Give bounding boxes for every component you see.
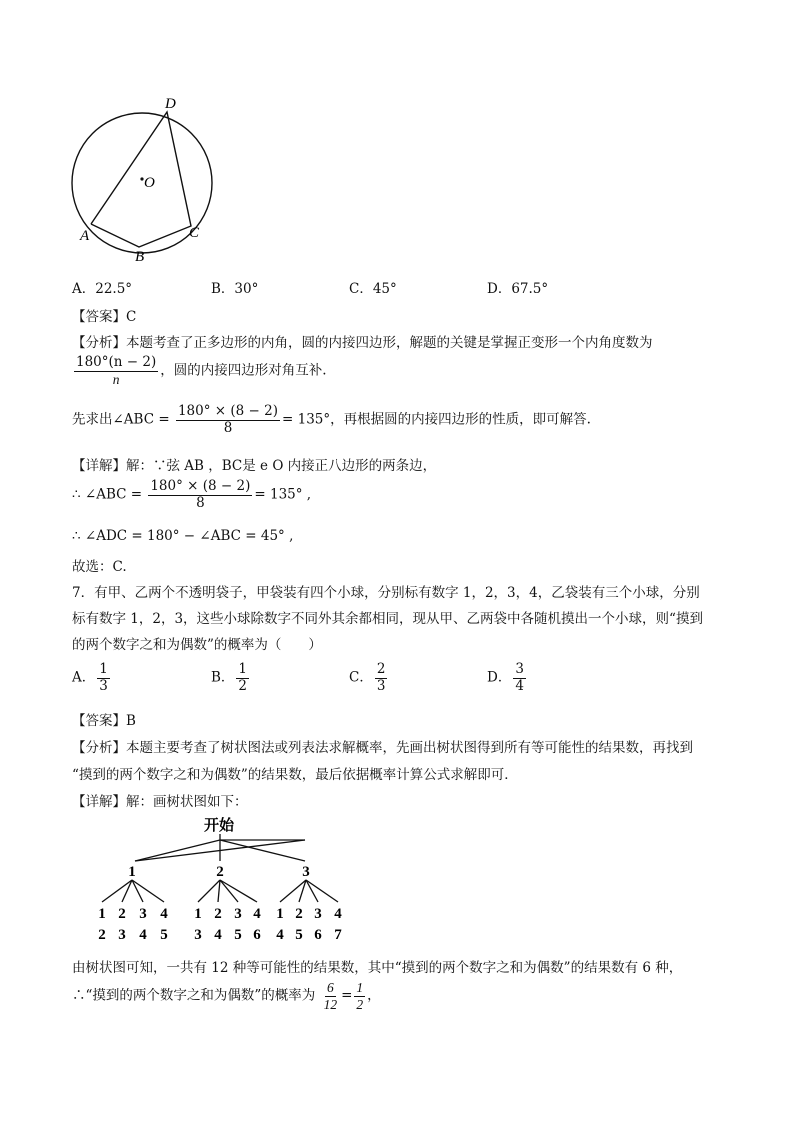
tree-second-6: 2 bbox=[214, 906, 222, 922]
first-step-tail: ，再根据圆的内接四边形的性质，即可解答. bbox=[330, 411, 591, 428]
q6-therefore-2: ∴ ∠ADC = 180° − ∠ABC = 45° , bbox=[72, 528, 294, 544]
tree-second-8: 4 bbox=[253, 906, 261, 922]
tree-sums-level bbox=[98, 927, 342, 943]
tree-sum-12: 7 bbox=[334, 927, 342, 943]
tree-sum-10: 5 bbox=[295, 927, 303, 943]
q7-detail: 【详解】解：画树状图如下： bbox=[72, 794, 248, 810]
q7-options bbox=[0, 662, 794, 698]
tree-sum-7: 5 bbox=[234, 927, 242, 943]
tree-second-4: 4 bbox=[160, 906, 168, 922]
q7-analysis-line-1: 【分析】本题主要考查了树状图法或列表法求解概率，先画出树状图得到所有等可能性的结果数，再找到 bbox=[72, 740, 693, 756]
q7-answer: 【答案】B bbox=[72, 713, 136, 729]
fraction-denominator: n bbox=[112, 371, 120, 387]
q7-option-c bbox=[349, 662, 389, 694]
calc-fraction bbox=[176, 404, 280, 436]
tree-sum-2: 3 bbox=[118, 927, 126, 943]
label-b: B bbox=[135, 249, 145, 265]
final-tail: ， bbox=[367, 987, 381, 1004]
therefore-denominator: 8 bbox=[196, 494, 205, 511]
tree-sum-4: 5 bbox=[160, 927, 168, 943]
tree-sum-5: 3 bbox=[194, 927, 202, 943]
tree-sum-11: 6 bbox=[314, 927, 322, 943]
q7-option-a-letter: A． bbox=[72, 669, 96, 686]
tree-second-1: 1 bbox=[98, 906, 106, 922]
tree-second-level bbox=[98, 906, 342, 922]
q7-analysis-line-2: “摸到的两个数字之和为偶数”的结果数，最后依据概率计算公式求解即可． bbox=[72, 767, 518, 783]
tree-sum-6: 4 bbox=[214, 927, 222, 943]
therefore-numerator: 180° × (8 − 2) bbox=[150, 478, 251, 494]
angle-formula-fraction bbox=[74, 355, 158, 387]
q6-therefore-1 bbox=[72, 479, 311, 511]
fraction-numerator: 180°(n − 2) bbox=[76, 354, 157, 370]
tree-sum-9: 4 bbox=[276, 927, 284, 943]
label-d: D bbox=[165, 96, 176, 112]
first-step-lead: 先求出∠ABC = bbox=[72, 411, 170, 428]
q7-option-b bbox=[211, 662, 251, 694]
calc-numerator: 180° × (8 − 2) bbox=[177, 403, 278, 419]
therefore-1-lead: ∴ ∠ABC = bbox=[72, 486, 143, 503]
q6-option-b: B．30° bbox=[211, 281, 259, 297]
label-o: O bbox=[144, 175, 155, 191]
final-num-1: 6 bbox=[326, 980, 334, 995]
q7-option-a-den: 3 bbox=[99, 677, 108, 694]
final-fraction-2 bbox=[354, 980, 365, 1012]
q7-option-a-num: 1 bbox=[99, 661, 108, 677]
tree-second-10: 2 bbox=[295, 906, 303, 922]
tree-first-2: 2 bbox=[216, 864, 224, 880]
tree-root: 开始 bbox=[204, 818, 235, 834]
q7-option-a bbox=[72, 662, 112, 694]
q6-option-c: C．45° bbox=[349, 281, 397, 297]
tree-second-7: 3 bbox=[234, 906, 242, 922]
final-fraction-1 bbox=[322, 980, 340, 1012]
q7-stem-line-1: 7．有甲、乙两个不透明袋子，甲袋装有四个小球，分别标有数字 1，2，3，4，乙袋装有三个小球，分别 bbox=[72, 585, 700, 601]
q6-option-a: A．22.5° bbox=[72, 281, 133, 297]
analysis-tail: ，圆的内接四边形对角互补. bbox=[160, 362, 327, 379]
final-lead: ∴“摸到的两个数字之和为偶数”的概率为 bbox=[72, 987, 316, 1004]
circle-figure bbox=[60, 95, 230, 265]
q7-option-d bbox=[487, 662, 528, 694]
tree-first-1: 1 bbox=[128, 864, 136, 880]
q7-option-c-den: 3 bbox=[376, 677, 386, 694]
tree-first-3: 3 bbox=[302, 864, 310, 880]
probability-tree bbox=[80, 812, 370, 947]
therefore-1-tail: = 135° , bbox=[254, 486, 312, 503]
q7-option-d-den: 4 bbox=[515, 677, 524, 694]
q7-final: ∴“摸到的两个数字之和为偶数”的概率为 $\frac{6}{12}$ = $\frac{1}{2}$ ， bbox=[72, 980, 381, 1012]
q7-stem-line-2: 标有数字 1，2，3，这些小球除数字不同外其余都相同，现从甲、乙两袋中各随机摸出一个小球，则“摸到 bbox=[72, 611, 703, 627]
q7-option-b-num: 1 bbox=[238, 661, 248, 677]
q7-option-b-letter: B． bbox=[211, 669, 235, 686]
q6-answer: 【答案】C bbox=[72, 309, 137, 325]
q6-options bbox=[0, 277, 794, 297]
q6-detail: 【详解】解：∵弦 AB ，BC是 e O 内接正八边形的两条边， bbox=[72, 458, 437, 474]
tree-second-9: 1 bbox=[276, 906, 284, 922]
tree-second-12: 4 bbox=[334, 906, 342, 922]
tree-sum-8: 6 bbox=[253, 927, 261, 943]
q7-conclusion: 由树状图可知，一共有 12 种等可能性的结果数，其中“摸到的两个数字之和为偶数”的结果数有 6 种， bbox=[72, 960, 683, 976]
label-c: C bbox=[189, 225, 200, 241]
tree-second-2: 2 bbox=[118, 906, 126, 922]
q7-stem-line-3: 的两个数字之和为偶数”的概率为（ ） bbox=[72, 637, 322, 653]
final-num-2: 1 bbox=[356, 980, 364, 995]
tree-first-level bbox=[128, 864, 310, 880]
q6-first-step bbox=[72, 404, 591, 436]
q6-analysis-formula bbox=[72, 355, 327, 387]
tree-sum-3: 4 bbox=[139, 927, 147, 943]
final-den-1: 12 bbox=[323, 996, 338, 1012]
therefore-fraction bbox=[148, 479, 252, 511]
q6-option-d: D．67.5° bbox=[487, 281, 549, 297]
q7-option-b-den: 2 bbox=[238, 677, 248, 694]
tree-second-5: 1 bbox=[194, 906, 202, 922]
label-a: A bbox=[80, 228, 90, 244]
calc-result: = 135° bbox=[282, 411, 331, 428]
q7-option-c-letter: C． bbox=[349, 669, 373, 686]
tree-sum-1: 2 bbox=[98, 927, 106, 943]
calc-denominator: 8 bbox=[223, 419, 233, 436]
tree-second-11: 3 bbox=[314, 906, 322, 922]
tree-second-3: 3 bbox=[139, 906, 147, 922]
q6-analysis: 【分析】本题考查了正多边形的内角，圆的内接四边形，解题的关键是掌握正变形一个内角度数为 bbox=[72, 335, 653, 351]
q6-choose: 故选：C. bbox=[72, 559, 127, 575]
q7-option-d-letter: D． bbox=[487, 669, 512, 686]
q7-option-c-num: 2 bbox=[376, 661, 386, 677]
final-den-2: 2 bbox=[356, 996, 364, 1012]
q7-option-d-num: 3 bbox=[515, 661, 524, 677]
